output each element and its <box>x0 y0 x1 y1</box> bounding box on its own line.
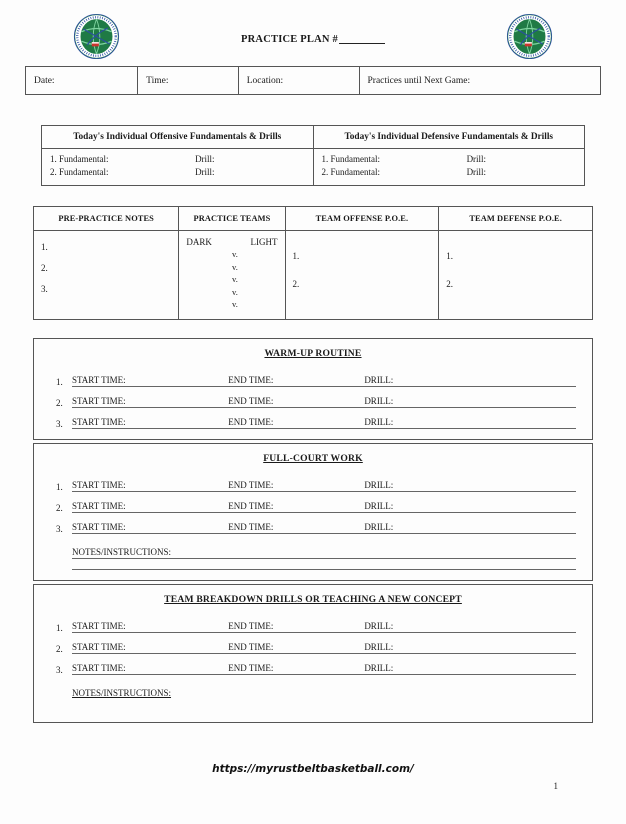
drill-fill-line[interactable] <box>72 522 576 534</box>
list-item[interactable]: 1. <box>446 251 453 261</box>
planning-grid-table <box>33 206 593 320</box>
practice-info-bar <box>25 66 601 95</box>
list-item[interactable]: 2. <box>292 279 300 289</box>
start-time-label: START TIME: <box>72 416 126 427</box>
end-time-label: END TIME: <box>228 662 274 673</box>
start-time-label: START TIME: <box>72 479 126 490</box>
drill-number: 1. <box>56 376 63 387</box>
drill-row[interactable] <box>56 366 576 387</box>
end-time-label: END TIME: <box>228 620 274 631</box>
pre-practice-notes-cell[interactable] <box>34 231 179 320</box>
drill-number: 3. <box>56 523 63 534</box>
start-time-label: START TIME: <box>72 662 126 673</box>
fundamentals-table <box>41 125 585 186</box>
page-title-text: PRACTICE PLAN # <box>241 34 338 45</box>
offensive-fundamentals-header: Today's Individual Offensive Fundamentals & Drills <box>42 126 314 149</box>
notes-instructions-label: NOTES/INSTRUCTIONS: <box>72 547 576 559</box>
dark-team-label: DARK <box>186 237 212 247</box>
notes-instructions-text: NOTES/INSTRUCTIONS: <box>72 687 172 698</box>
team-defense-poe-cell[interactable] <box>439 231 593 320</box>
drill-fill-line[interactable] <box>72 642 576 654</box>
practices-until-next-game-field[interactable]: Practices until Next Game: <box>359 67 601 95</box>
list-item[interactable]: 2. <box>446 279 453 289</box>
practice-teams-headings <box>186 237 277 247</box>
drill-row[interactable] <box>56 471 576 492</box>
warm-up-routine-title: WARM-UP ROUTINE <box>264 347 362 359</box>
end-time-label: END TIME: <box>228 479 274 490</box>
list-item[interactable]: 1. <box>41 242 48 252</box>
table-row <box>42 149 585 186</box>
team-offense-poe-header: TEAM OFFENSE P.O.E. <box>285 207 439 231</box>
versus-row[interactable]: v. <box>232 274 238 284</box>
drill-fill-line[interactable] <box>72 375 576 387</box>
drill-number: 2. <box>56 502 63 513</box>
time-field[interactable]: Time: <box>138 67 239 95</box>
drill-number: 2. <box>56 643 63 654</box>
end-time-label: END TIME: <box>228 500 274 511</box>
drill-number: 1. <box>56 481 63 492</box>
offensive-fundamentals-cell[interactable] <box>42 149 314 186</box>
drill-row[interactable] <box>56 654 576 675</box>
team-breakdown-title: TEAM BREAKDOWN DRILLS OR TEACHING A NEW CONCEPT <box>164 593 462 605</box>
team-defense-poe-list <box>446 237 585 294</box>
defensive-fundamentals-header: Today's Individual Defensive Fundamentals & Drills <box>313 126 585 149</box>
practice-teams-cell[interactable] <box>179 231 285 320</box>
drill-fill-line[interactable] <box>72 663 576 675</box>
notes-instructions-extra-line[interactable] <box>72 569 576 570</box>
drill-label: DRILL: <box>364 395 394 406</box>
drill-number: 1. <box>56 622 63 633</box>
drill-row[interactable] <box>56 408 576 429</box>
versus-row[interactable]: v. <box>232 261 238 272</box>
drill-number: 3. <box>56 664 63 675</box>
fundamentals-section <box>25 125 601 186</box>
drill-fill-line[interactable] <box>72 480 576 492</box>
drill-label: DRILL: <box>364 479 394 490</box>
team-offense-poe-cell[interactable] <box>285 231 439 320</box>
table-row <box>26 67 601 95</box>
start-time-label: START TIME: <box>72 641 126 652</box>
page-header <box>25 0 601 64</box>
drill-row[interactable] <box>56 492 576 513</box>
section-bottom-spacer <box>34 699 592 712</box>
drill-label: DRILL: <box>364 620 394 631</box>
drill-label: DRILL: <box>364 521 394 532</box>
page-title <box>25 34 601 45</box>
defensive-fundamentals-cell[interactable] <box>313 149 585 186</box>
drill-fill-line[interactable] <box>72 396 576 408</box>
pre-practice-notes-header: PRE-PRACTICE NOTES <box>34 207 179 231</box>
drill-row[interactable] <box>56 387 576 408</box>
drill-label: DRILL: <box>364 662 394 673</box>
defense-drill-label-1: Drill: <box>466 154 487 164</box>
offense-drill-label-2: Drill: <box>195 167 215 177</box>
drill-label: DRILL: <box>364 641 394 652</box>
offense-fundamental-label-2: 2. Fundamental: <box>50 167 109 177</box>
defense-drill-label-2: Drill: <box>466 167 487 177</box>
notes-instructions-row[interactable] <box>72 534 576 559</box>
team-offense-poe-list <box>293 237 432 294</box>
team-breakdown-section <box>33 584 593 723</box>
drill-label: DRILL: <box>364 500 394 511</box>
list-item[interactable]: 3. <box>41 284 48 294</box>
end-time-label: END TIME: <box>228 374 274 385</box>
drill-label: DRILL: <box>364 374 394 385</box>
defense-fundamental-row-1[interactable] <box>322 153 577 166</box>
drill-row[interactable] <box>56 633 576 654</box>
drill-fill-line[interactable] <box>72 417 576 429</box>
defense-fundamental-row-2[interactable] <box>322 166 577 179</box>
full-court-work-title: FULL-COURT WORK <box>263 452 363 464</box>
footer-website-url[interactable]: https://myrustbeltbasketball.com/ <box>212 763 414 775</box>
location-field[interactable]: Location: <box>238 67 359 95</box>
date-field[interactable]: Date: <box>26 67 138 95</box>
page-number: 1 <box>553 781 558 791</box>
versus-list <box>186 248 277 311</box>
versus-row[interactable]: v. <box>232 299 238 309</box>
drill-fill-line[interactable] <box>72 621 576 633</box>
defense-fundamental-label-2: 2. Fundamental: <box>321 167 380 177</box>
offense-fundamental-row-2[interactable] <box>50 166 305 179</box>
end-time-label: END TIME: <box>228 416 274 427</box>
start-time-label: START TIME: <box>72 521 126 532</box>
practice-plan-number-blank[interactable] <box>339 43 385 44</box>
light-team-label: LIGHT <box>250 237 278 247</box>
practice-teams-header: PRACTICE TEAMS <box>179 207 285 231</box>
start-time-label: START TIME: <box>72 620 126 631</box>
start-time-label: START TIME: <box>72 500 126 511</box>
table-header-row <box>34 207 593 231</box>
drill-row[interactable] <box>56 513 576 534</box>
drill-fill-line[interactable] <box>72 501 576 513</box>
offense-drill-label-1: Drill: <box>195 154 215 164</box>
team-defense-poe-header: TEAM DEFENSE P.O.E. <box>439 207 593 231</box>
notes-instructions-label <box>72 688 576 699</box>
end-time-label: END TIME: <box>228 395 274 406</box>
warm-up-routine-section <box>33 338 593 440</box>
list-item[interactable]: 1. <box>292 251 300 261</box>
drill-row[interactable] <box>56 612 576 633</box>
table-row <box>34 231 593 320</box>
drill-label: DRILL: <box>364 416 394 427</box>
end-time-label: END TIME: <box>228 641 274 652</box>
notes-instructions-row[interactable] <box>72 675 576 699</box>
list-item[interactable]: 2. <box>41 263 48 273</box>
versus-row[interactable]: v. <box>232 286 238 297</box>
offense-fundamental-label-1: 1. Fundamental: <box>50 154 109 164</box>
end-time-label: END TIME: <box>228 521 274 532</box>
versus-row[interactable]: v. <box>232 249 238 259</box>
full-court-work-section <box>33 443 593 581</box>
defense-fundamental-label-1: 1. Fundamental: <box>321 154 380 164</box>
start-time-label: START TIME: <box>72 395 126 406</box>
pre-practice-notes-list <box>41 237 171 300</box>
start-time-label: START TIME: <box>72 374 126 385</box>
table-header-row <box>42 126 585 149</box>
drill-number: 3. <box>56 418 63 429</box>
planning-grid-section <box>25 206 601 320</box>
drill-number: 2. <box>56 397 63 408</box>
offense-fundamental-row-1[interactable] <box>50 153 305 166</box>
